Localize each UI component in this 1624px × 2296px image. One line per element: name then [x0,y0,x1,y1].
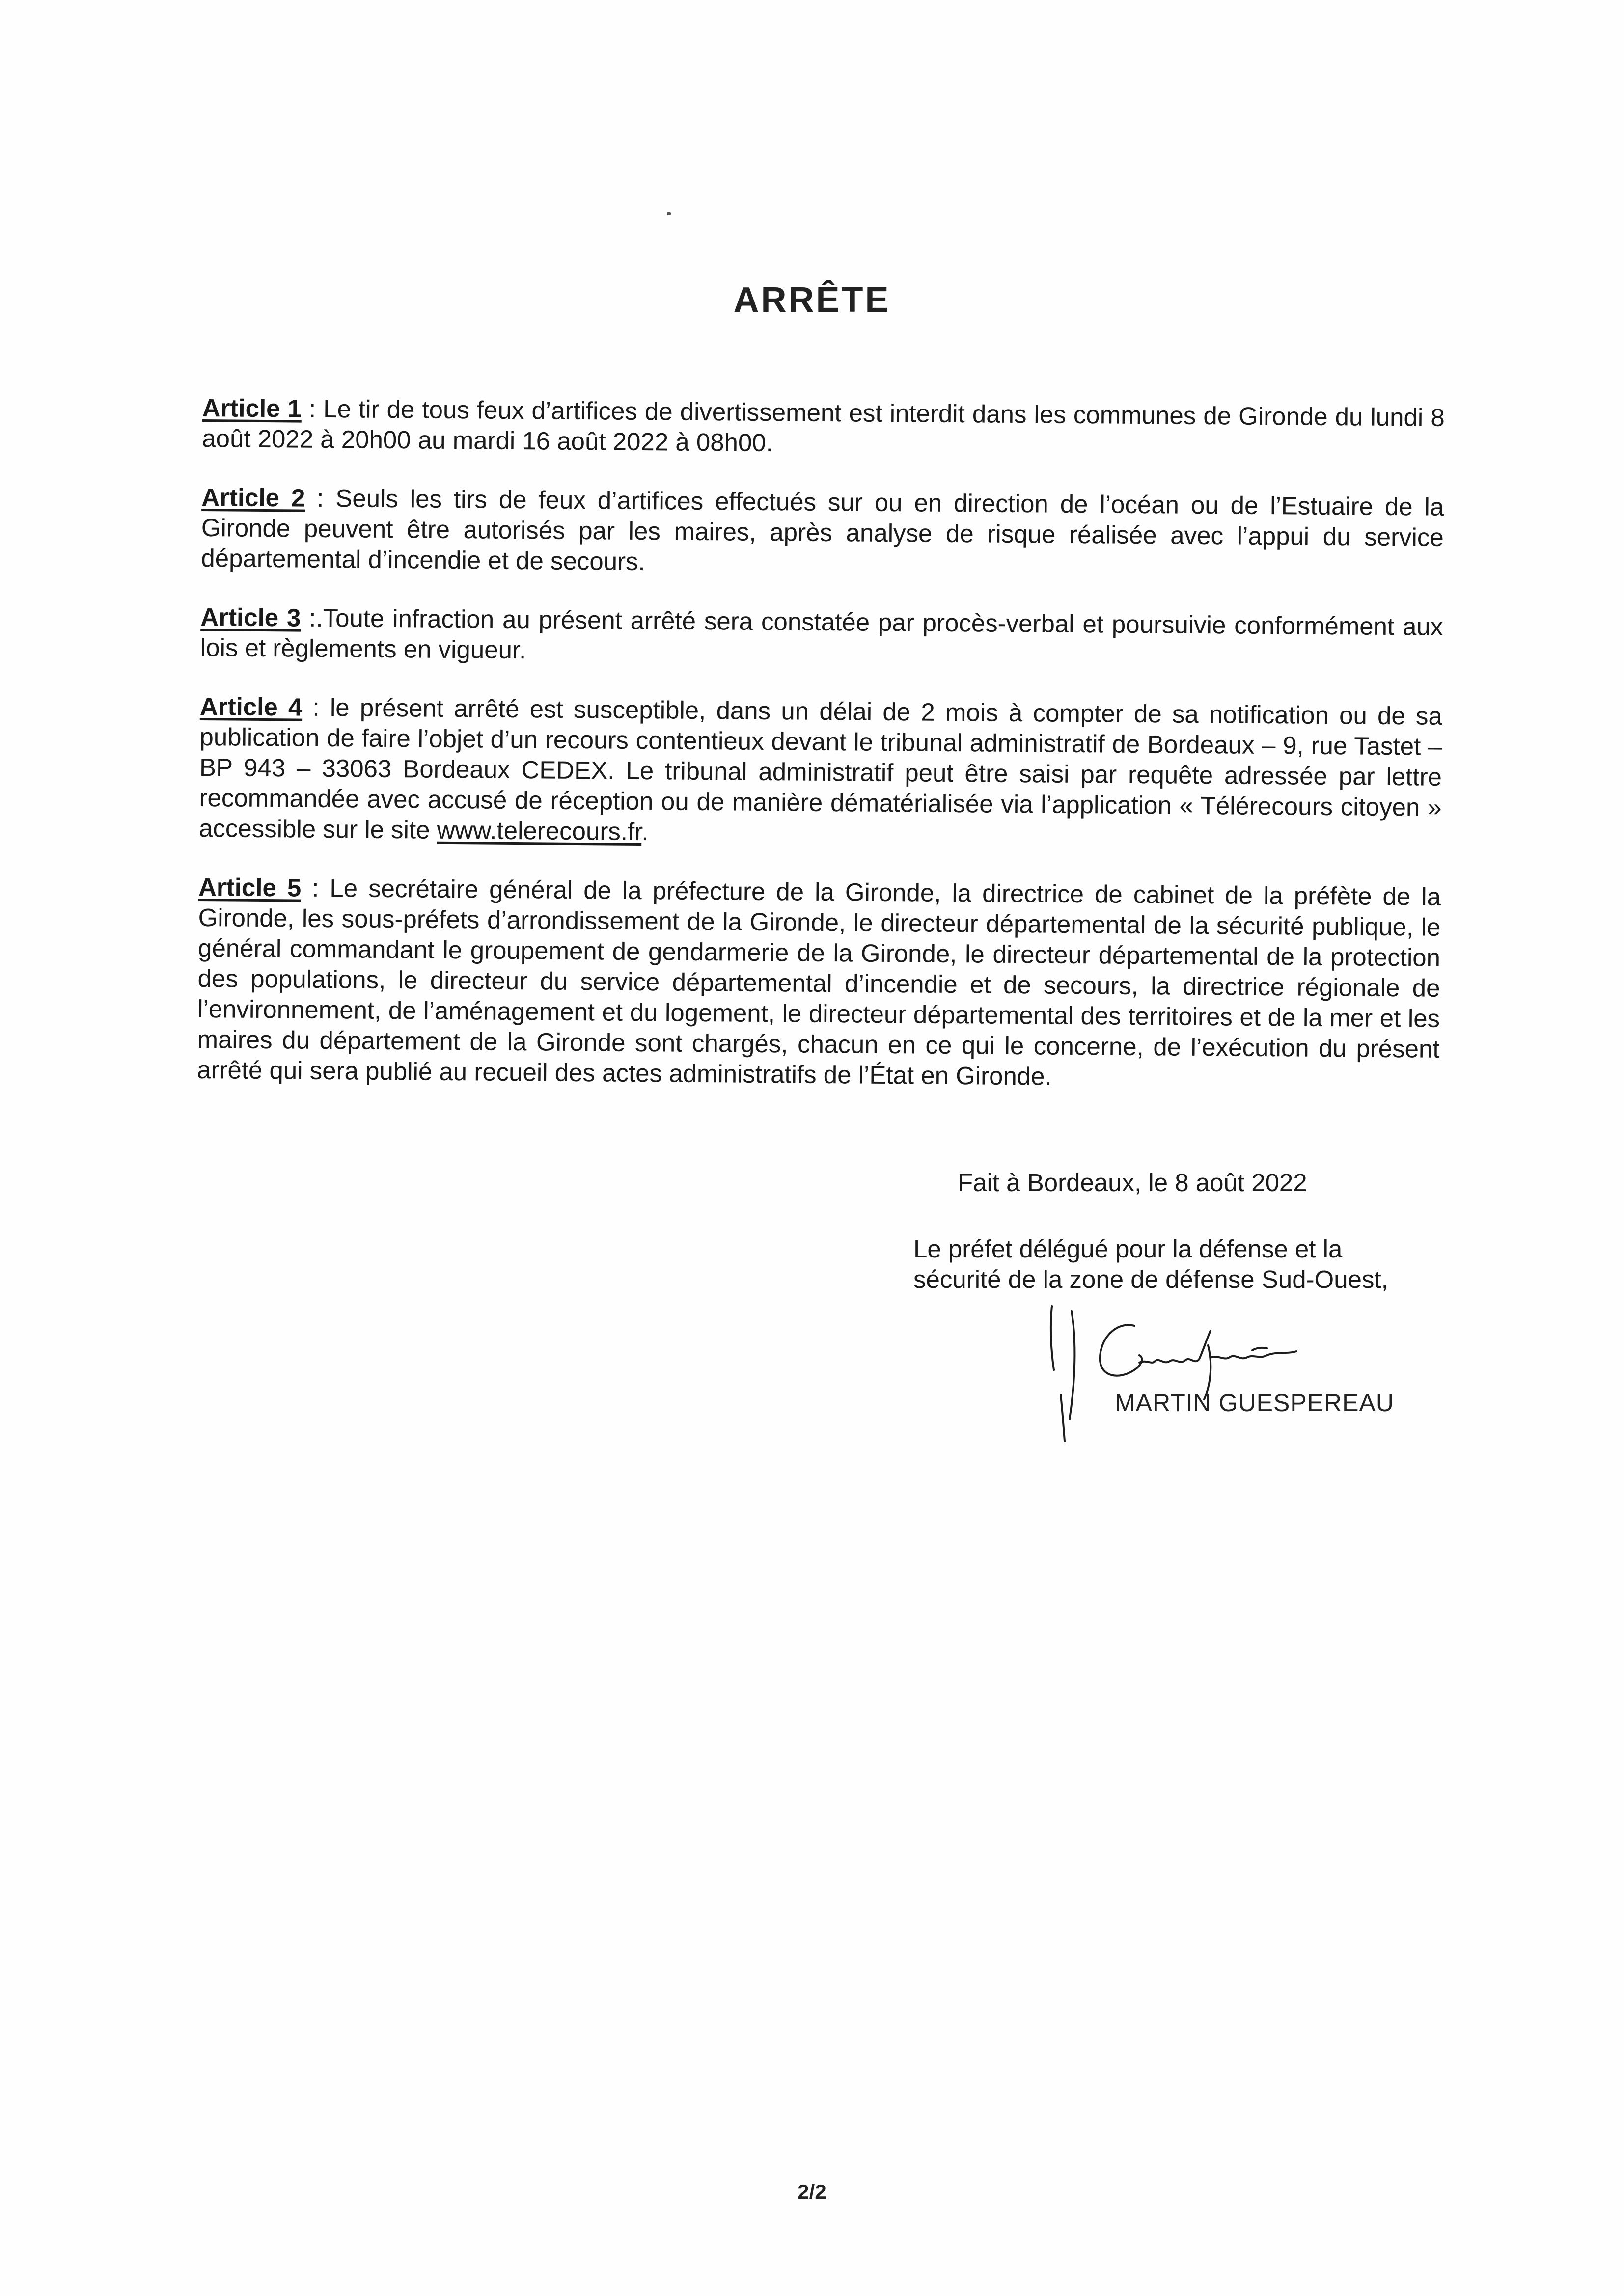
signatory-role-line-2: sécurité de la zone de défense Sud-Ouest, [913,1265,1388,1293]
article-1-separator: : [301,394,324,423]
handwritten-signature [1041,1296,1316,1444]
article-4-separator: : [302,693,330,722]
article-5-separator: : [301,874,330,902]
article-2-separator: : [305,484,336,513]
article-2 [201,482,1444,583]
articles-body [196,393,1444,1123]
article-2-text: Seuls les tirs de feux d’artifices effectués sur ou en direction de l’océan ou de l’Estuaire de la Gironde peuvent être autorisés par les maires, après analyse de risque réalisée avec l’appui du service départemental d’incendie et de secours. [201,484,1444,576]
article-5-label: Article 5 [198,873,302,902]
page-title: ARRÊTE [733,280,891,320]
article-4-text: le présent arrêté est susceptible, dans un délai de 2 mois à compter de sa notification ou de sa publication de faire l’objet d’un recours contentieux devant le tribunal administratif de Bordeaux – 9, rue Tastet – BP 943 – 33063 Bordeaux CEDEX. Le tribunal administratif peut être saisi par requête adressée par lettre recommandée avec accusé de réception ou de manière dématérialisée via l’application « Télérecours citoyen » accessible sur le site [198,693,1443,844]
article-1 [202,393,1445,464]
signatory-role [913,1234,1454,1295]
article-3-text: Toute infraction au présent arrêté sera constatée par procès-verbal et poursuivie conformément aux lois et règlements en vigueur. [200,603,1443,664]
article-3 [200,602,1443,673]
scan-speck [667,212,671,215]
article-1-text: Le tir de tous feux d’artifices de divertissement est interdit dans les communes de Gironde du lundi 8 août 2022 à 20h00 au mardi 16 août 2022 à 08h00. [202,394,1445,457]
signatory-role-line-1: Le préfet délégué pour la défense et la [913,1235,1343,1263]
article-4 [199,691,1442,853]
article-4-label: Article 4 [199,692,303,721]
page-number: 2/2 [798,2180,826,2203]
article-4-end: . [641,818,649,846]
article-1-label: Article 1 [202,393,302,423]
signer-name: MARTIN GUESPEREAU [1115,1389,1394,1417]
article-5 [197,872,1441,1095]
telerecours-link[interactable]: www.telerecours.fr [437,816,642,846]
article-2-label: Article 2 [201,483,305,512]
place-date: Fait à Bordeaux, le 8 août 2022 [958,1169,1307,1197]
article-3-separator: :. [301,603,323,632]
article-5-text: Le secrétaire général de la préfecture de la Gironde, la directrice de cabinet de la préfète de la Gironde, les sous-préfets d’arrondissement de la Gironde, le directeur départemental de la sécurité publique, le général commandant le groupement de gendarmerie de la Gironde, le directeur départemental de la protection des populations, le directeur du service départemental d’incendie et de secours, la directrice régionale de l’environnement, de l’aménagement et du logement, le directeur départemental des territoires et de la mer et les maires du département de la Gironde sont chargés, chacun en ce qui le concerne, de l’exécution du présent arrêté qui sera publié au recueil des actes administratifs de l’État en Gironde. [196,874,1441,1091]
article-3-label: Article 3 [200,602,301,632]
